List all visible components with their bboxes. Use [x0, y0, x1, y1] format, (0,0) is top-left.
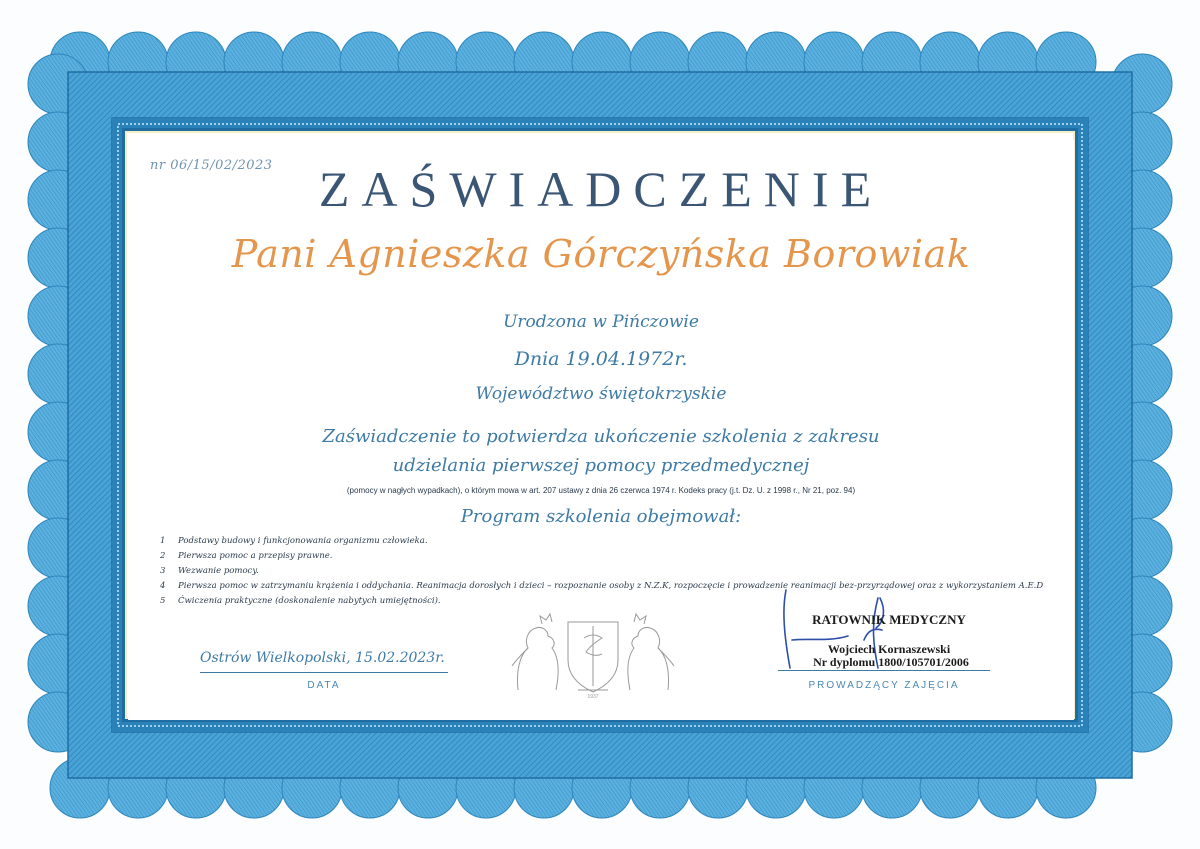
program-item	[160, 594, 1060, 609]
program-item-number: 5	[160, 596, 166, 606]
rescuer-title: RATOWNIK MEDYCZNY	[812, 612, 966, 627]
emblem-caption: 1937	[587, 694, 599, 700]
legal-note: (pomocy w nagłych wypadkach), o którym mowa w art. 207 ustawy z dnia 26 czerwca 1974 r. Kodeks pracy (j.t. Dz. U. z 1998 r., Nr 21, poz. 94)	[346, 486, 856, 495]
rescuer-diploma: Nr dyplomu 1800/105701/2006	[813, 655, 969, 669]
program-item	[160, 579, 1060, 594]
program-item-number: 2	[160, 551, 166, 561]
rescuer-name: Wojciech Kornaszewski	[827, 642, 951, 656]
birth-place: Urodzona w Pińczowie	[503, 312, 699, 332]
place-and-date: Ostrów Wielkopolski, 15.02.2023r.	[200, 650, 445, 666]
recipient-name: Pani Agnieszka Górczyńska Borowiak	[231, 232, 971, 276]
date-label: DATA	[307, 680, 341, 691]
program-heading: Program szkolenia obejmował:	[460, 506, 742, 527]
statement-line-2: udzielania pierwszej pomocy przedmedycznej	[392, 455, 810, 476]
program-list	[160, 534, 1060, 609]
birth-date: Dnia 19.04.1972r.	[514, 348, 688, 370]
program-item-text: Pierwsza pomoc w zatrzymaniu krążenia i oddychania. Reanimacja dorosłych i dzieci – rozpoznanie osoby z N.Z.K, rozpoczęcie i prowadzenie reanimacji bez-przyrządowej oraz z wykorzystaniem A.E.D	[178, 581, 1044, 591]
heraldic-emblem-icon	[498, 610, 688, 700]
program-item-number: 4	[160, 581, 166, 591]
instructor-signature-line	[778, 670, 990, 671]
program-item	[160, 564, 1060, 579]
certificate-title: ZAŚWIADCZENIE	[318, 161, 884, 217]
instructor-label: PROWADZĄCY ZAJĘCIA	[808, 680, 960, 691]
program-item-text: Ćwiczenia praktyczne (doskonalenie nabytych umiejętności).	[178, 596, 441, 606]
program-item-text: Podstawy budowy i funkcjonowania organizmu człowieka.	[178, 536, 428, 546]
program-item-text: Wezwanie pomocy.	[178, 566, 259, 576]
program-item-number: 3	[160, 566, 166, 576]
date-signature-line	[200, 672, 448, 673]
statement-line-1: Zaświadczenie to potwierdza ukończenie szkolenia z zakresu	[322, 426, 880, 447]
program-item	[160, 549, 1060, 564]
certificate-content	[128, 140, 1074, 720]
certificate-number: nr 06/15/02/2023	[150, 158, 273, 173]
voivodeship: Województwo świętokrzyskie	[475, 384, 727, 404]
program-item	[160, 534, 1060, 549]
program-item-number: 1	[160, 536, 166, 546]
program-item-text: Pierwsza pomoc a przepisy prawne.	[178, 551, 333, 561]
